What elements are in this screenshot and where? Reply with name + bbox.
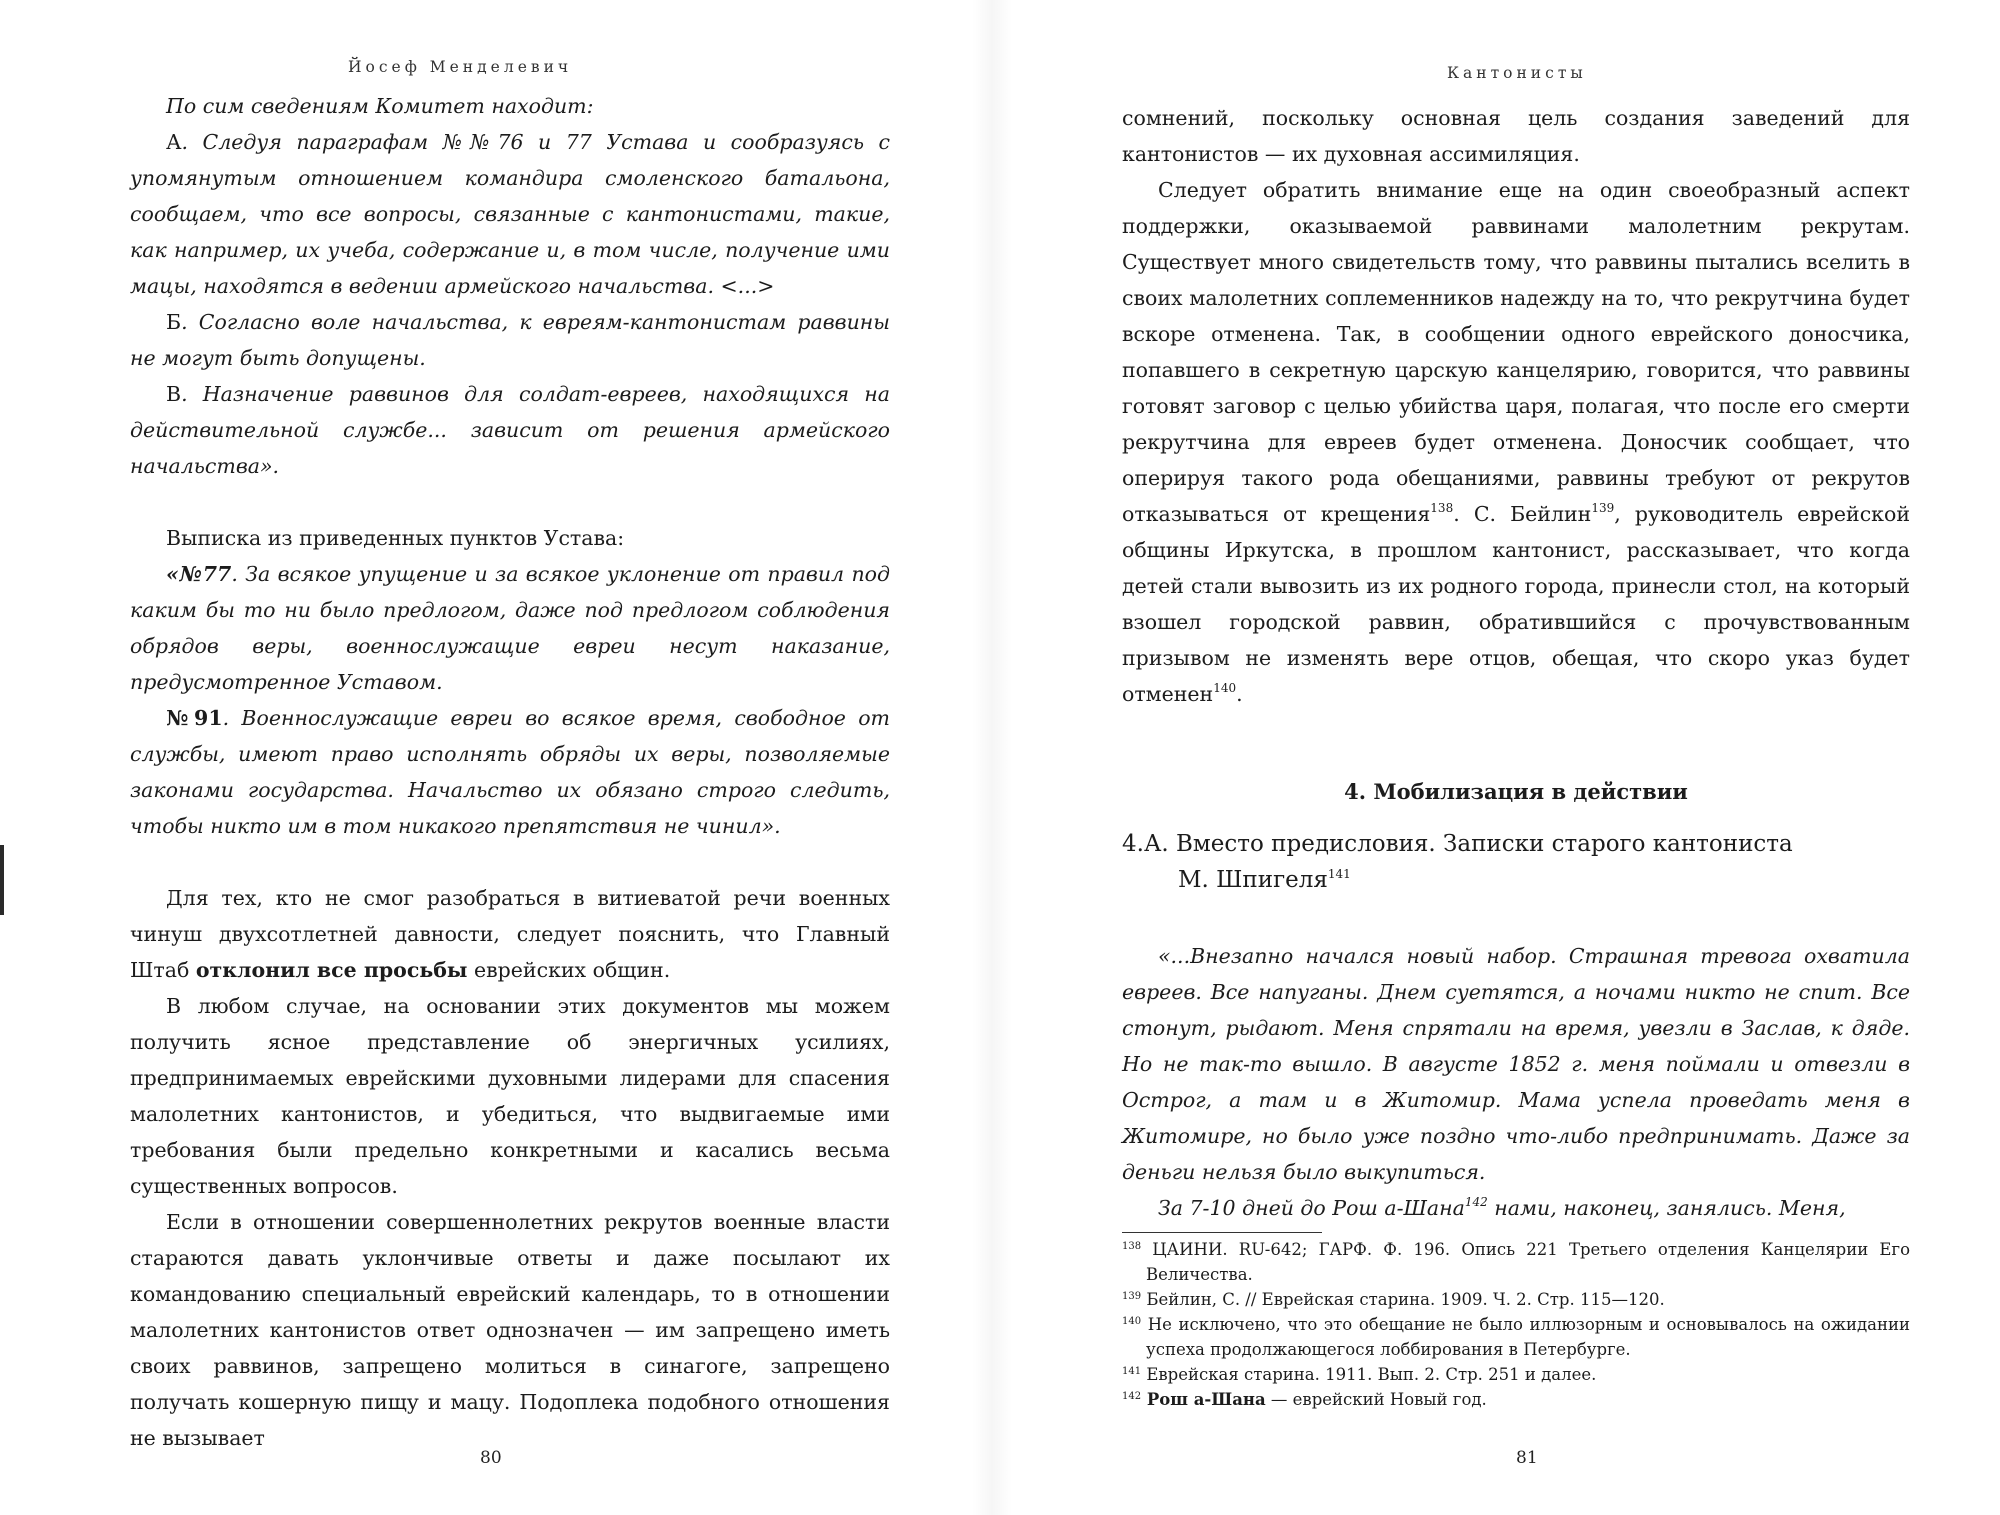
footnote-number: 141 xyxy=(1122,1366,1142,1377)
footnote-text: Не исключено, что это обещание не было иллюзорным и основывалось на ожидании успеха продолжающегося лоббирования в Петербурге. xyxy=(1141,1315,1910,1359)
documents-paragraph: В любом случае, на основании этих документов мы можем получить ясное представление об энергичных усилиях, предпринимаемых еврейскими духовными лидерами для спасения малолетних кантонистов, и убедиться, что выдвигаемые ими требования были предельно конкретными и касались весьма существенных вопросов. xyxy=(130,994,890,1198)
footnote-140 xyxy=(1122,1312,1910,1362)
clause-91-text: . Военнослужащие евреи во всякое время, свободное от службы, имеют право исполнять обряды их веры, позволяемые законами государства. Начальство их обязано строго следить, чтобы никто им в том никакого препятствия не чинил». xyxy=(130,706,891,838)
subsection-title xyxy=(1122,826,1910,898)
point-a xyxy=(130,124,890,304)
subsection-line-2: М. Шпигеля xyxy=(1178,867,1328,893)
subsection-line-2-wrap xyxy=(1122,862,1910,898)
subsection-line-1: 4.А. Вместо предисловия. Записки старого кантониста xyxy=(1122,831,1793,857)
footnote-ref-141[interactable]: 141 xyxy=(1327,867,1351,881)
left-page xyxy=(0,0,990,1515)
clause-91-label: №91 xyxy=(166,706,223,730)
footnote-bold-term: Рош а-Шана xyxy=(1141,1390,1266,1409)
point-a-label: А xyxy=(166,130,182,154)
rabbis-aspect-paragraph xyxy=(1122,172,1910,712)
footnote-text: Еврейская старина. 1911. Вып. 2. Стр. 251 и далее. xyxy=(1141,1365,1597,1384)
clause-77-text: . За всякое упущение и за всякое уклонение от правил под каким бы то ни было предлогом, даже под предлогом соблюдения обрядов веры, военнослужащие евреи несут наказание, предусмотренное Уставом. xyxy=(130,562,891,694)
point-a-text: . Следуя параграфам №№76 и 77 Устава и сообразуясь с упомянутым отношением командира смоленского батальона, сообщаем, что все вопросы, связанные с кантонистами, такие, как например, их учеба, содержание и, в том числе, получение ими мацы, находятся в ведении армейского начальства. <...> xyxy=(130,130,890,298)
section-title: 4. Мобилизация в действии xyxy=(1344,779,1688,804)
point-v xyxy=(130,376,890,484)
footnote-ref-142[interactable]: 142 xyxy=(1464,1195,1488,1209)
quote-text-2a: За 7-10 дней до Рош а-Шана xyxy=(1158,1196,1465,1220)
aspect-text-3: , руководитель еврейской общины Иркутска, в прошлом кантонист, рассказывает, что когда детей стали вывозить из их родного города, принесли стол, на который взошел городской раввин, обратившийся с прочувствованным призывом не изменять вере отцов, обещая, что скоро указ будет отменен xyxy=(1122,502,1910,706)
footnote-ref-138[interactable]: 138 xyxy=(1430,501,1454,515)
footnote-number: 139 xyxy=(1122,1291,1142,1302)
memoir-quote xyxy=(1122,938,1910,1226)
footnote-text: ЦАИНИ. RU-642; ГАРФ. Ф. 196. Опись 221 Третьего отделения Канцелярии Его Величества. xyxy=(1141,1240,1910,1284)
aspect-text-1: Следует обратить внимание еще на один своеобразный аспект поддержки, оказываемой раввинами малолетним рекрутам. Существует много свидетельств тому, что раввины пытались вселить в своих малолетних соплеменников надежду на то, что рекрутчина будет вскоре отменена. Так, в сообщении одного еврейского доносчика, попавшего в секретную царскую канцелярию, говорится, что раввины готовят заговор с целью убийства царя, полагая, что после его смерти рекрутчина для евреев будет отменена. Доносчик сообщает, что оперируя такого рода обещаниями, раввины требуют от рекрутов отказываться от крещения xyxy=(1122,178,1910,526)
footnote-text: — еврейский Новый год. xyxy=(1265,1390,1487,1409)
footnote-139 xyxy=(1122,1287,1910,1312)
right-text-block xyxy=(1122,100,1910,1412)
explanation-text-1: Для тех, кто не смог разобраться в витиеватой речи военных чинуш двухсотлетней давности, следует пояснить, что Главный Штаб xyxy=(130,886,890,982)
quote-paragraph-1: «...Внезапно начался новый набор. Страшная тревога охватила евреев. Все напуганы. Днем суетятся, а ночами никто не спит. Все стонут, рыдают. Меня спрятали на время, увезли в Заслав, к дяде. Но не так-то вышло. В августе 1852 г. меня поймали и отвезли в Острог, а там и в Житомир. Мама успела проведать меня в Житомире, но было уже поздно что-либо предпринимать. Даже за деньги нельзя было выкупиться. xyxy=(1122,944,1910,1184)
explanation-text-2: еврейских общин. xyxy=(467,958,671,982)
footnote-ref-139[interactable]: 139 xyxy=(1591,501,1615,515)
clause-77 xyxy=(130,556,890,700)
point-b xyxy=(130,304,890,376)
clause-91 xyxy=(130,700,890,844)
point-v-label: В xyxy=(166,382,182,406)
extract-heading: Выписка из приведенных пунктов Устава: xyxy=(166,526,625,550)
committee-intro: По сим сведениям Комитет находит: xyxy=(166,94,594,118)
aspect-text-2: . С. Бейлин xyxy=(1453,502,1592,526)
explanation-paragraph xyxy=(130,880,890,988)
quote-paragraph-2 xyxy=(1122,1190,1910,1226)
footnote-ref-140[interactable]: 140 xyxy=(1213,681,1237,695)
left-text-block xyxy=(130,88,890,1456)
right-page-number: 81 xyxy=(1516,1448,1538,1468)
point-v-text: . Назначение раввинов для солдат-евреев, находящихся на действительной службе... зависит от решения армейского начальства». xyxy=(130,382,890,478)
point-b-label: Б xyxy=(166,310,182,334)
footnote-141 xyxy=(1122,1362,1910,1387)
explanation-bold: отклонил все просьбы xyxy=(195,958,468,982)
right-running-head: Кантонисты xyxy=(1447,64,1587,82)
clause-77-label: «№77 xyxy=(166,562,232,586)
point-b-text: . Согласно воле начальства, к евреям-кантонистам раввины не могут быть допущены. xyxy=(130,310,890,370)
left-running-head: Йосеф Менделевич xyxy=(348,58,573,76)
quote-text-2b: нами, наконец, занялись. Меня, xyxy=(1487,1196,1846,1220)
left-page-number: 80 xyxy=(480,1448,502,1468)
footnote-number: 140 xyxy=(1122,1316,1142,1327)
continuation-paragraph: сомнений, поскольку основная цель создания заведений для кантонистов — их духовная ассимиляция. xyxy=(1122,106,1910,166)
footnote-142 xyxy=(1122,1387,1910,1412)
footnotes xyxy=(1122,1237,1910,1412)
footnote-number: 142 xyxy=(1122,1391,1142,1402)
footnote-text: Бейлин, С. // Еврейская старина. 1909. Ч. 2. Стр. 115—120. xyxy=(1141,1290,1665,1309)
aspect-text-4: . xyxy=(1236,682,1243,706)
footnote-138 xyxy=(1122,1237,1910,1287)
footnote-number: 138 xyxy=(1122,1241,1142,1252)
adult-recruits-paragraph: Если в отношении совершеннолетних рекрутов военные власти стараются давать уклончивые ответы и даже посылают их командованию специальный еврейский календарь, то в отношении малолетних кантонистов ответ однозначен — им запрещено иметь своих раввинов, запрещено молиться в синагоге, запрещено получать кошерную пищу и мацу. Подоплека подобного отношения не вызывает xyxy=(130,1210,890,1450)
